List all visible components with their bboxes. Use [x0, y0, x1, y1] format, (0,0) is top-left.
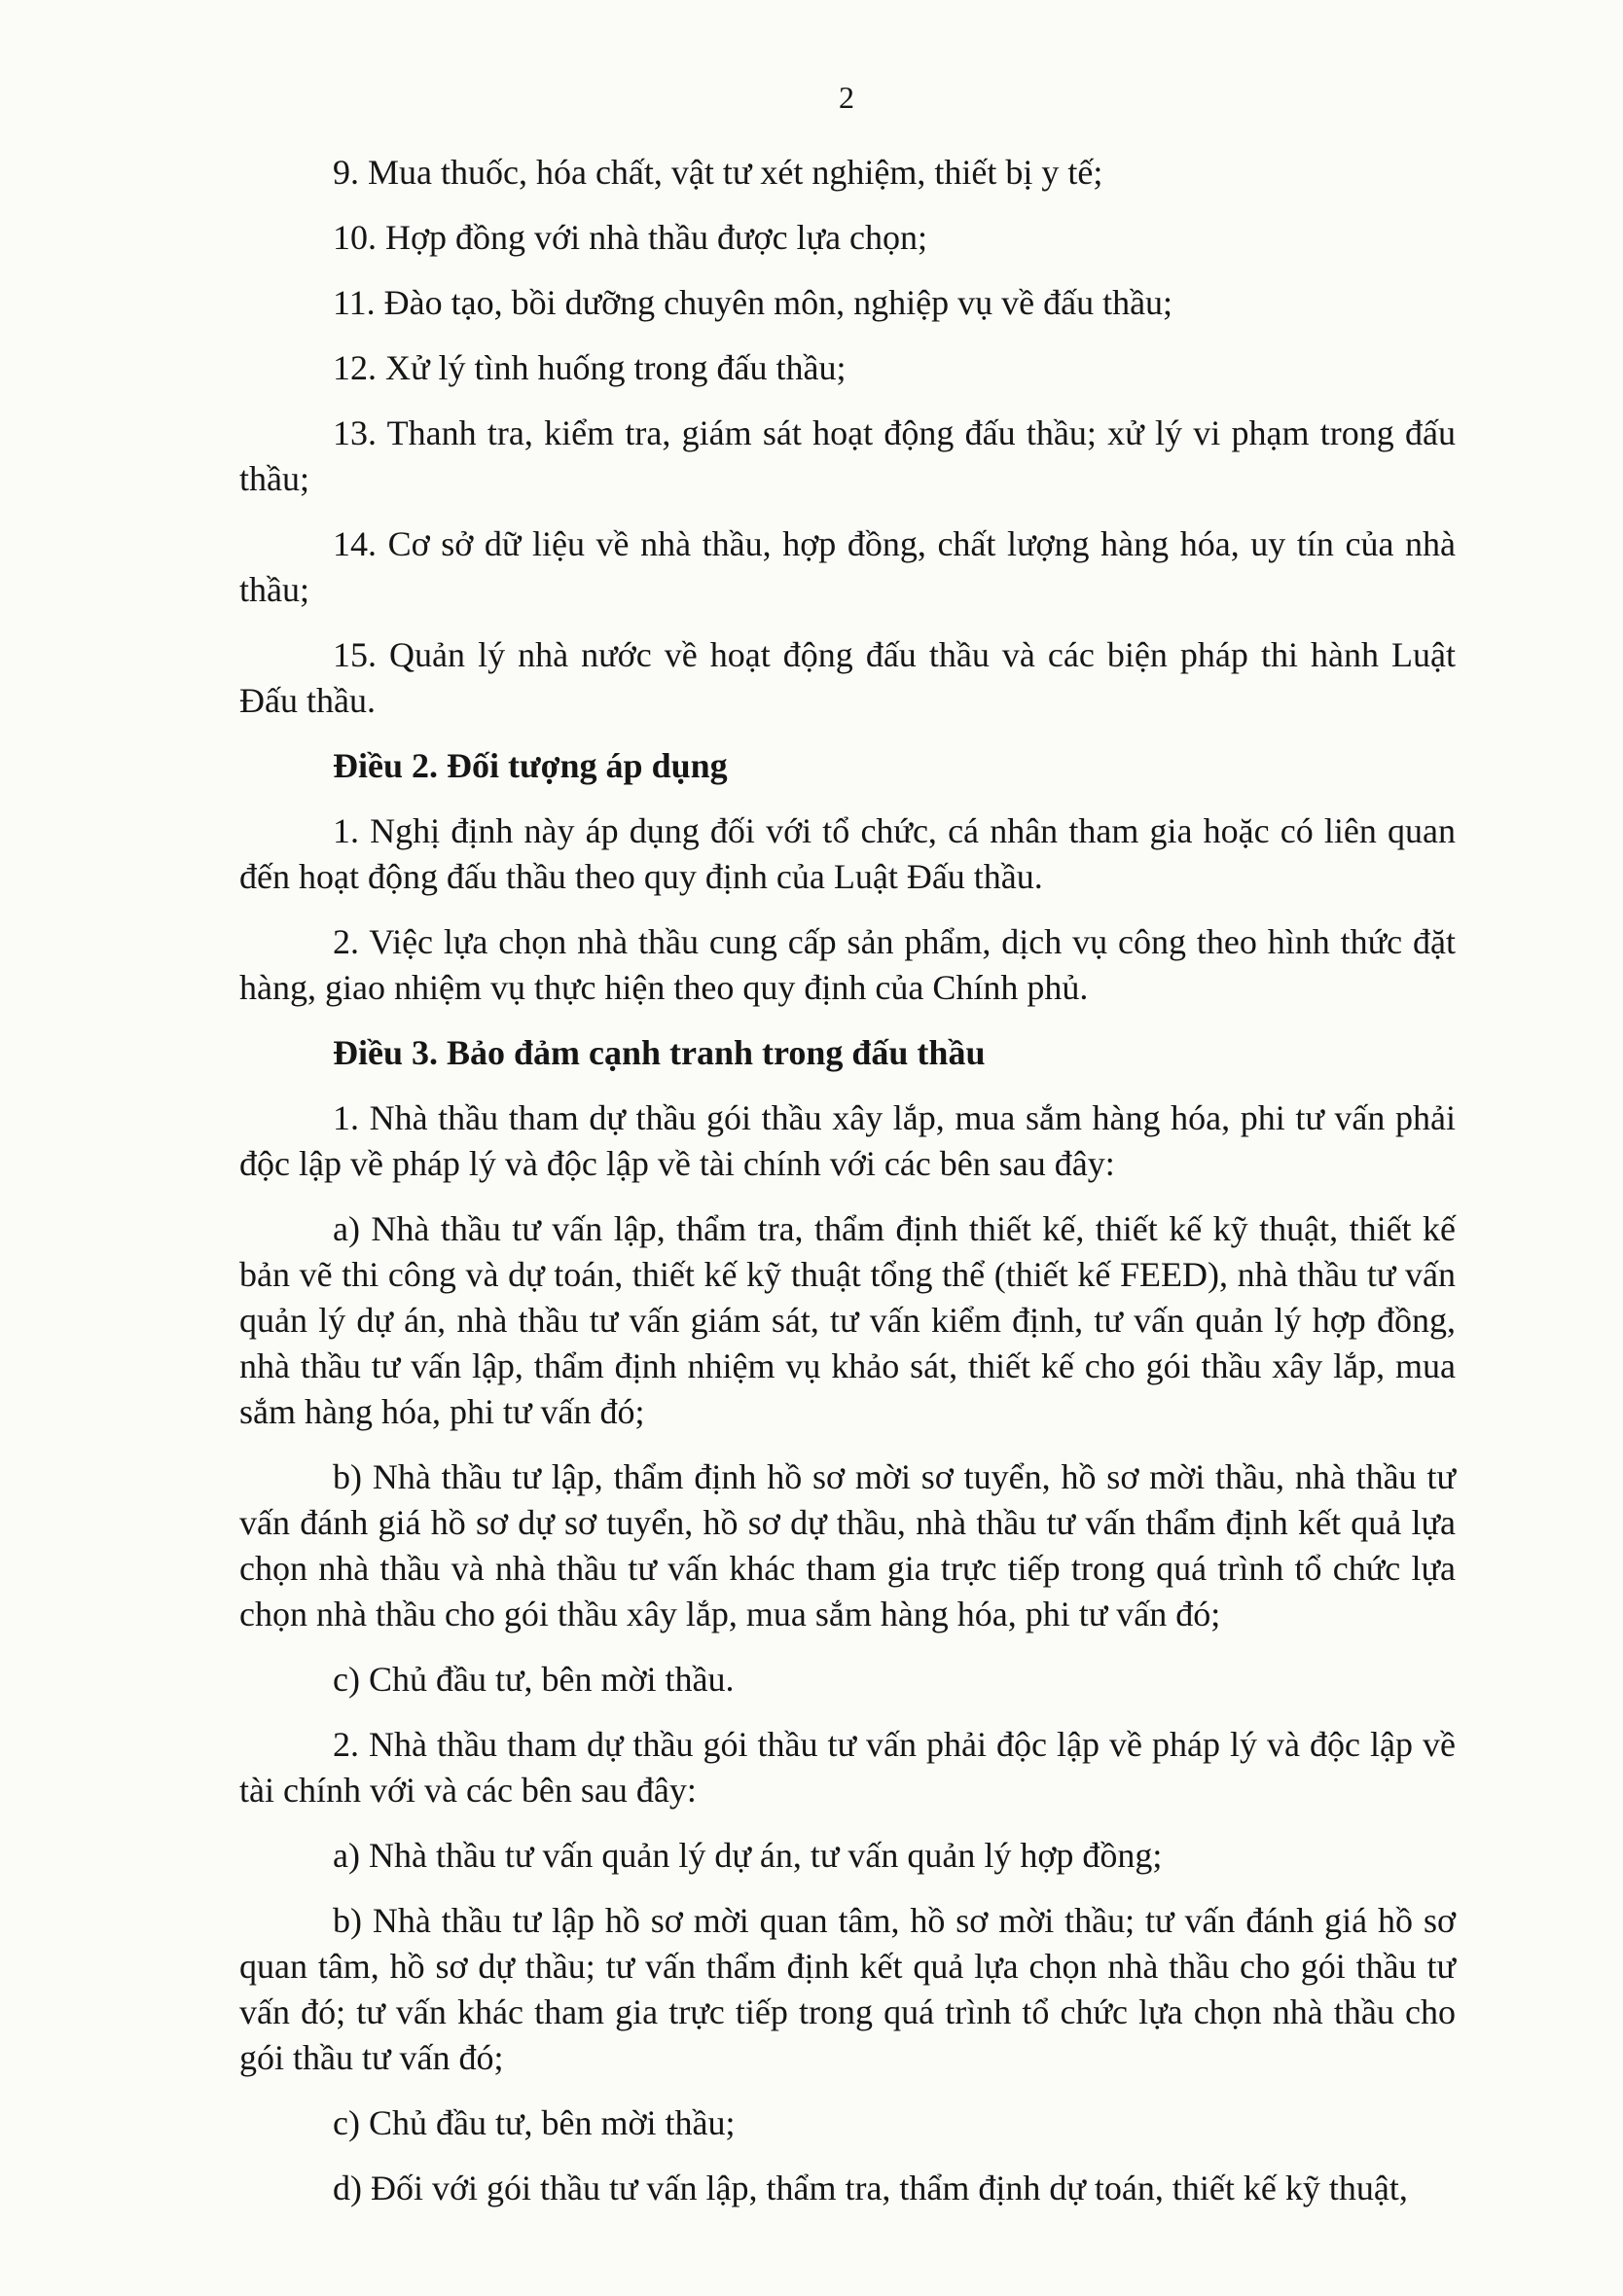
article-3-heading: Điều 3. Bảo đảm cạnh tranh trong đấu thầu — [333, 1033, 986, 1072]
article-2-clause-1: 1. Nghị định này áp dụng đối với tổ chức, cá nhân tham gia hoặc có liên quan đến hoạt động đấu thầu theo quy định của Luật Đấu thầu. — [239, 811, 1456, 896]
article-3-clause-2d: d) Đối với gói thầu tư vấn lập, thẩm tra, thẩm định dự toán, thiết kế kỹ thuật, — [333, 2169, 1408, 2207]
list-item-11: 11. Đào tạo, bồi dưỡng chuyên môn, nghiệp vụ về đấu thầu; — [333, 283, 1173, 322]
article-2-clause-2: 2. Việc lựa chọn nhà thầu cung cấp sản phẩm, dịch vụ công theo hình thức đặt hàng, giao nhiệm vụ thực hiện theo quy định của Chính phủ. — [239, 922, 1456, 1007]
page-number: 2 — [839, 80, 854, 115]
list-item-15: 15. Quản lý nhà nước về hoạt động đấu thầu và các biện pháp thi hành Luật Đấu thầu. — [239, 635, 1456, 720]
article-3-clause-2a: a) Nhà thầu tư vấn quản lý dự án, tư vấn quản lý hợp đồng; — [333, 1836, 1163, 1875]
list-item-9: 9. Mua thuốc, hóa chất, vật tư xét nghiệm, thiết bị y tế; — [333, 153, 1103, 192]
article-3-clause-2c: c) Chủ đầu tư, bên mời thầu; — [333, 2103, 736, 2142]
article-3-clause-1b: b) Nhà thầu tư lập, thẩm định hồ sơ mời sơ tuyển, hồ sơ mời thầu, nhà thầu tư vấn đánh giá hồ sơ dự sơ tuyển, hồ sơ dự thầu, nhà thầu tư vấn thẩm định kết quả lựa chọn nhà thầu và nhà thầu tư vấn khác tham gia trực tiếp trong quá trình tổ chức lựa chọn nhà thầu cho gói thầu xây lắp, mua sắm hàng hóa, phi tư vấn đó; — [239, 1457, 1456, 1633]
article-3-clause-1: 1. Nhà thầu tham dự thầu gói thầu xây lắp, mua sắm hàng hóa, phi tư vấn phải độc lập về pháp lý và độc lập về tài chính với các bên sau đây: — [239, 1098, 1456, 1183]
article-2-heading: Điều 2. Đối tượng áp dụng — [333, 746, 728, 785]
list-item-13: 13. Thanh tra, kiểm tra, giám sát hoạt động đấu thầu; xử lý vi phạm trong đấu thầu; — [239, 413, 1456, 498]
list-item-14: 14. Cơ sở dữ liệu về nhà thầu, hợp đồng, chất lượng hàng hóa, uy tín của nhà thầu; — [239, 524, 1456, 609]
article-3-clause-1c: c) Chủ đầu tư, bên mời thầu. — [333, 1660, 735, 1699]
article-3-clause-1a: a) Nhà thầu tư vấn lập, thẩm tra, thẩm định thiết kế, thiết kế kỹ thuật, thiết kế bản vẽ thi công và dự toán, thiết kế kỹ thuật tổng thể (thiết kế FEED), nhà thầu tư vấn quản lý dự án, nhà thầu tư vấn giám sát, tư vấn kiểm định, tư vấn quản lý hợp đồng, nhà thầu tư vấn lập, thẩm định nhiệm vụ khảo sát, thiết kế cho gói thầu xây lắp, mua sắm hàng hóa, phi tư vấn đó; — [239, 1209, 1456, 1431]
article-3-clause-2: 2. Nhà thầu tham dự thầu gói thầu tư vấn phải độc lập về pháp lý và độc lập về tài chính với và các bên sau đây: — [239, 1725, 1456, 1810]
list-item-10: 10. Hợp đồng với nhà thầu được lựa chọn; — [333, 218, 928, 257]
document-body — [239, 150, 1456, 2231]
list-item-12: 12. Xử lý tình huống trong đấu thầu; — [333, 348, 847, 387]
article-3-clause-2b: b) Nhà thầu tư lập hồ sơ mời quan tâm, hồ sơ mời thầu; tư vấn đánh giá hồ sơ quan tâm, hồ sơ dự thầu; tư vấn thẩm định kết quả lựa chọn nhà thầu cho gói thầu tư vấn đó; tư vấn khác tham gia trực tiếp trong quá trình tổ chức lựa chọn nhà thầu cho gói thầu tư vấn đó; — [239, 1901, 1456, 2077]
